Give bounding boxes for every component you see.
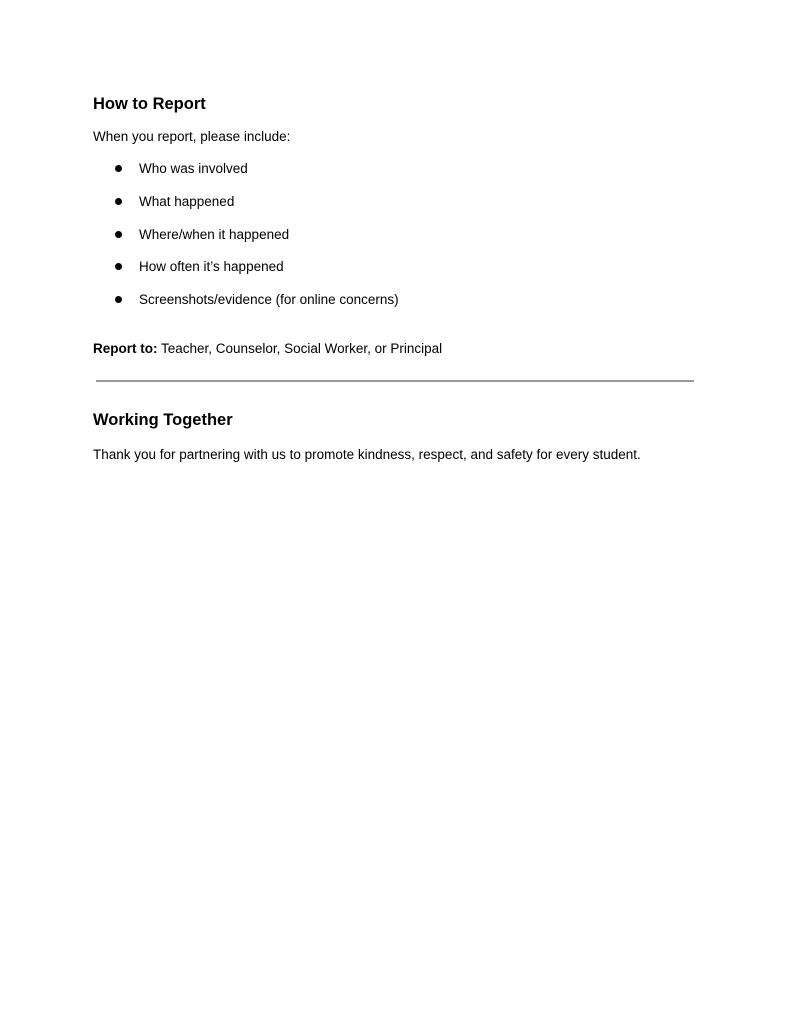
report-to-label: Report to: <box>93 341 158 356</box>
report-intro-text: When you report, please include: <box>93 129 291 144</box>
horizontal-divider <box>96 380 694 382</box>
list-item-label: Screenshots/evidence (for online concerns) <box>139 292 399 307</box>
working-together-body: Thank you for partnering with us to promote kindness, respect, and safety for every student. <box>93 447 641 462</box>
bullet-icon <box>115 296 122 303</box>
section-heading-working-together: Working Together <box>93 411 233 429</box>
section-heading-how-to-report: How to Report <box>93 95 206 113</box>
bullet-icon <box>115 263 122 270</box>
list-item-label: Who was involved <box>139 161 248 176</box>
list-item-label: Where/when it happened <box>139 227 290 242</box>
report-to-value: Teacher, Counselor, Social Worker, or Principal <box>157 341 443 356</box>
list-item-label: How often it’s happened <box>139 259 284 274</box>
report-to-line <box>93 340 442 357</box>
bullet-icon <box>115 165 122 172</box>
bullet-icon <box>115 198 122 205</box>
bullet-icon <box>115 231 122 238</box>
list-item-label: What happened <box>139 194 235 209</box>
